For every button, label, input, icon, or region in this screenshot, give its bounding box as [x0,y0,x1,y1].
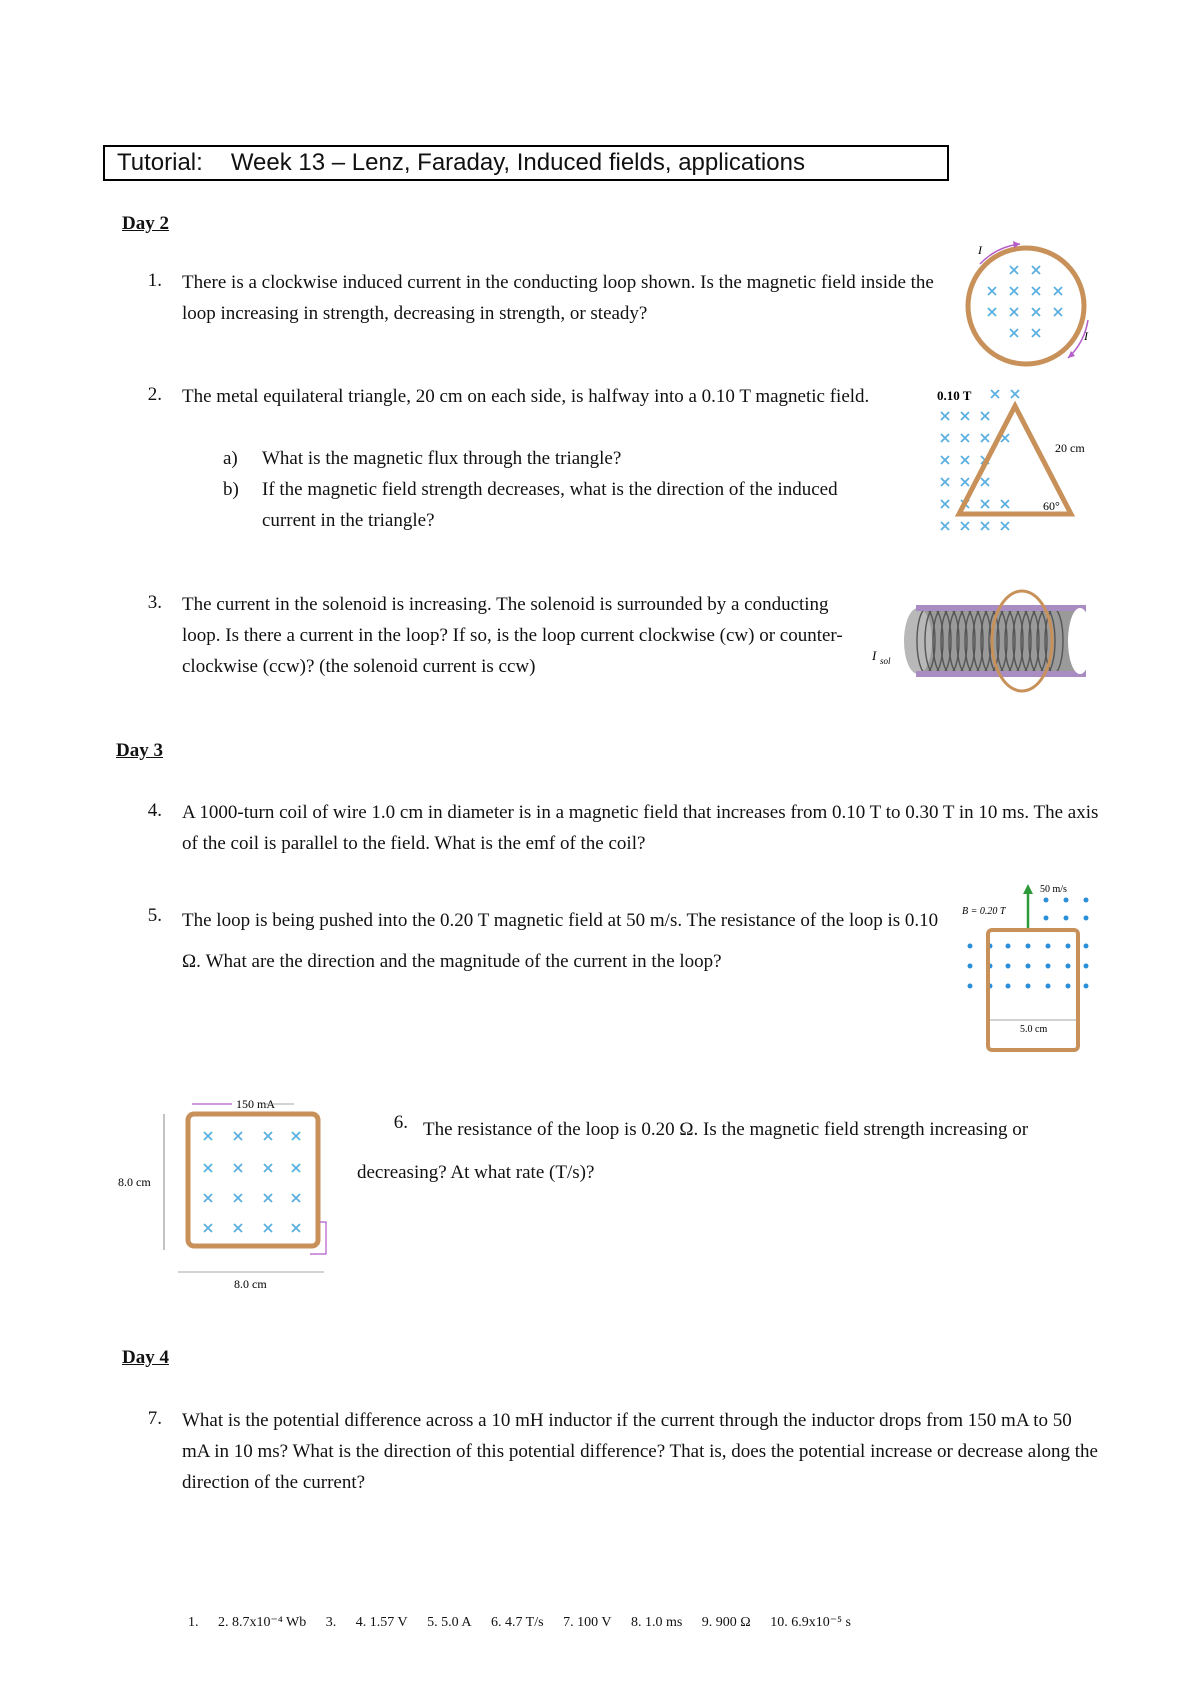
q2b-label: b) [223,479,239,500]
q2-text: The metal equilateral triangle, 20 cm on each side, is halfway into a 0.10 T magnetic field. [182,386,870,407]
fig2-angle-label: 60° [1043,499,1060,513]
answer-6: 6. 4.7 T/s [490,1615,544,1630]
field-x-marks [204,1132,300,1232]
q2a-text: What is the magnetic flux through the triangle? [262,448,622,469]
fig5-width-label: 5.0 cm [1020,1024,1048,1035]
fig1-current-label-2: I [1084,329,1088,343]
fig2-triangle-in-field [935,382,1105,542]
field-x-marks [988,266,1062,337]
q3-number: 3. [147,592,162,613]
answer-2: 2. 8.7x10⁻⁴ Wb [218,1615,307,1630]
q5-text: The loop is being pushed into the 0.20 T magnetic field at 50 m/s. The resistance of the loop is 0.10 Ω. What are the direction and the magnitude of the current in the loop? [182,910,939,972]
q5-number: 5. [147,905,162,926]
fig2-side-label: 20 cm [1055,441,1085,455]
fig6-square-loop [114,1092,364,1292]
triangle-loop [959,406,1071,514]
q6-number: 6. [393,1112,408,1133]
fig1-circular-loop [960,240,1100,370]
fig1-current-label: I [978,243,982,257]
q6-text: The resistance of the loop is 0.20 Ω. Is the magnetic field strength increasing or decreasing? At what rate (T/s)? [357,1119,1029,1183]
answer-7: 7. 100 V [563,1615,612,1630]
day-3-heading: Day 3 [116,740,163,761]
title-label: Tutorial: [117,149,203,176]
fig5-loop-into-field [960,880,1110,1060]
answer-3: 3. [325,1615,337,1630]
answer-4: 4. 1.57 V [355,1615,408,1630]
loop-ring [968,248,1084,364]
tutorial-title-box [103,145,949,181]
answer-key [188,1614,867,1631]
q1-number: 1. [147,270,162,291]
day-4-heading: Day 4 [122,1347,169,1368]
q7-text: What is the potential difference across a 10 mH inductor if the current through the inductor drops from 150 mA to 50 mA in 10 ms? What is the direction of this potential difference? That is, does the potential increase or decrease along the direction of the current? [182,1410,1098,1493]
q4-text: A 1000-turn coil of wire 1.0 cm in diameter is in a magnetic field that increases from 0.10 T to 0.30 T in 10 ms. The axis of the coil is parallel to the field. What is the emf of the coil? [182,802,1099,854]
field-x-marks [941,390,1019,530]
fig3-solenoid [866,588,1096,698]
fig2-field-label: 0.10 T [937,388,972,403]
answer-1: 1. [188,1615,199,1630]
answer-5: 5. 5.0 A [427,1615,472,1630]
q3-text: The current in the solenoid is increasing. The solenoid is surrounded by a conducting loop. Is there a current in the loop? If so, is the loop current clockwise (cw) or counter-clockwise (ccw)? (the solenoid current is ccw) [182,594,843,677]
day-2-heading: Day 2 [122,213,169,234]
q7-number: 7. [147,1408,162,1429]
fig3-current-subscript: sol [880,656,891,666]
q2b-text: If the magnetic field strength decreases, what is the direction of the induced current in the triangle? [262,479,838,531]
fig3-current-label: I [872,648,877,663]
fig5-speed-label: 50 m/s [1040,884,1067,895]
fig6-height-label: 8.0 cm [118,1175,151,1189]
q2-number: 2. [147,384,162,405]
fig6-width-label: 8.0 cm [234,1277,267,1291]
answer-9: 9. 900 Ω [701,1615,751,1630]
q1-text: There is a clockwise induced current in the conducting loop shown. Is the magnetic field inside the loop increasing in strength, decreasing in strength, or steady? [182,272,934,324]
fig6-current-label: 150 mA [236,1097,275,1111]
q2a-label: a) [223,448,238,469]
answer-10: 10. 6.9x10⁻⁵ s [770,1615,851,1630]
q4-number: 4. [147,800,162,821]
answer-8: 8. 1.0 ms [630,1615,683,1630]
fig5-field-label: B = 0.20 T [962,906,1006,917]
title-text: Week 13 – Lenz, Faraday, Induced fields, applications [230,149,805,176]
